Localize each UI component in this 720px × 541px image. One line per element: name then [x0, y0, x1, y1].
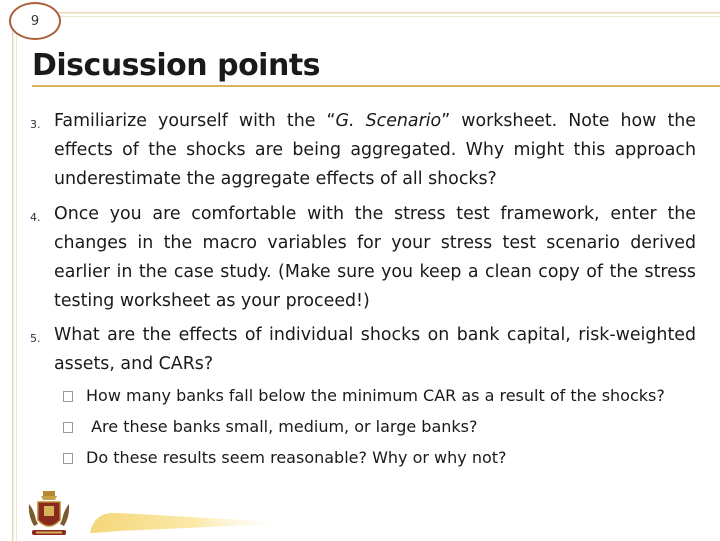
discussion-item-5: What are the effects of individual shocks on bank capital, risk-weighted assets, and CARs? — [54, 325, 696, 374]
checkbox-bullet-icon — [63, 453, 73, 464]
institution-crest-logo — [26, 490, 72, 538]
slide-title: Discussion points — [32, 48, 321, 83]
sub-item-1: How many banks fall below the minimum CAR as a result of the shocks? — [86, 386, 665, 405]
item-number-5: 5. — [30, 332, 41, 345]
sub-item-3: Do these results seem reasonable? Why or why not? — [86, 448, 507, 467]
item-number-3: 3. — [30, 118, 41, 131]
sub-item-2: Are these banks small, medium, or large banks? — [86, 417, 478, 436]
item-3-worksheet-name: G. Scenario — [335, 111, 442, 131]
discussion-item-3 — [54, 107, 696, 194]
discussion-item-4: Once you are comfortable with the stress test framework, enter the changes in the macro variables for your stress test scenario derived earlier in the case study. (Make sure you keep a clean copy of the stress testing worksheet as your proceed!) — [54, 204, 696, 311]
item-3-text-end: ” worksheet. Note how the effects of the shocks are being aggregated. Why might this approach underestimate the aggregate effects of all shocks? — [54, 111, 696, 189]
slide-number-badge — [9, 2, 61, 40]
item-number-4: 4. — [30, 211, 41, 224]
item-3-text-start: Familiarize yourself with the “ — [54, 111, 336, 131]
checkbox-bullet-icon — [63, 391, 73, 402]
decorative-swoosh — [88, 509, 298, 535]
slide-number: 9 — [30, 13, 40, 29]
checkbox-bullet-icon — [63, 422, 73, 433]
title-underline — [32, 85, 720, 87]
